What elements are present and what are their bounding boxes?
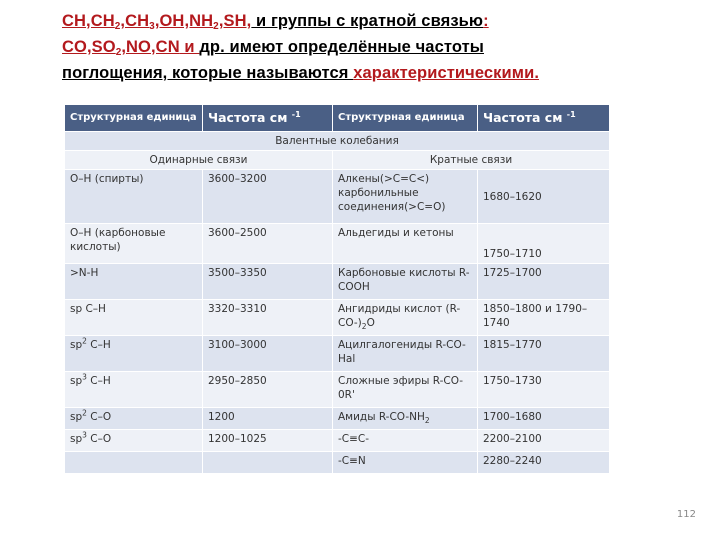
- table-row: [65, 336, 610, 372]
- cell-unit-left: $sp^3$ C–H: [65, 372, 203, 408]
- cell-unit-right: Ангидриды кислот $(R-CO-)_2O$: [333, 300, 478, 336]
- cell-unit-right: -C≡N: [333, 452, 478, 474]
- section-row: [65, 132, 610, 151]
- table-row: [65, 224, 610, 264]
- cell-unit-right: Ацилгалогениды R-CO-Hal: [333, 336, 478, 372]
- cell-unit-left: sp C–H: [65, 300, 203, 336]
- cell-unit-left: $sp^2$ C–O: [65, 408, 203, 430]
- frequency-table: [64, 104, 610, 474]
- table-row: [65, 170, 610, 224]
- cell-unit-right: Амиды $R-CO-NH_2$: [333, 408, 478, 430]
- table-row: [65, 300, 610, 336]
- cell-frequency-left: [203, 452, 333, 474]
- cell-frequency-left: 3320–3310: [203, 300, 333, 336]
- header-frequency-left: Частота см $^{-1}$: [203, 105, 333, 132]
- cell-frequency-right: 1815–1770: [478, 336, 610, 372]
- cell-frequency-left: 3600–3200: [203, 170, 333, 224]
- cell-frequency-left: 2950–2850: [203, 372, 333, 408]
- cell-frequency-right: 1680–1620: [478, 170, 610, 224]
- header-structural-unit-left: Структурная единица: [65, 105, 203, 132]
- cell-unit-left: >N-H: [65, 264, 203, 300]
- cell-unit-left: [65, 452, 203, 474]
- cell-frequency-right: 1750–1710: [478, 224, 610, 264]
- cell-frequency-right: 1700–1680: [478, 408, 610, 430]
- subheader-multiple-bonds: Кратные связи: [333, 151, 610, 170]
- cell-frequency-right: 1750–1730: [478, 372, 610, 408]
- cell-unit-right: Алкены(>C=C<) карбонильные соединения(>C=O): [333, 170, 478, 224]
- subheader-single-bonds: Одинарные связи: [65, 151, 333, 170]
- cell-unit-left: O–H (спирты): [65, 170, 203, 224]
- cell-unit-left: O–H (карбоновые кислоты): [65, 224, 203, 264]
- heading-line-2: $CO,SO_2,NO,CN$ и др. имеют определённые частоты: [62, 38, 484, 58]
- cell-unit-left: $sp^3$ C–O: [65, 430, 203, 452]
- cell-frequency-right: 2200–2100: [478, 430, 610, 452]
- table-row: [65, 372, 610, 408]
- subheader-row: [65, 151, 610, 170]
- cell-unit-left: $sp^2$ C–H: [65, 336, 203, 372]
- table-row: [65, 430, 610, 452]
- table-header-row: [65, 105, 610, 132]
- cell-unit-right: Альдегиды и кетоны: [333, 224, 478, 264]
- table-row: [65, 452, 610, 474]
- table-row: [65, 408, 610, 430]
- cell-frequency-left: 3600–2500: [203, 224, 333, 264]
- cell-unit-right: -C≡C-: [333, 430, 478, 452]
- cell-frequency-left: 1200: [203, 408, 333, 430]
- header-frequency-right: Частота см $^{-1}$: [478, 105, 610, 132]
- cell-frequency-right: 1725–1700: [478, 264, 610, 300]
- cell-frequency-right: 2280–2240: [478, 452, 610, 474]
- header-structural-unit-right: Структурная единица: [333, 105, 478, 132]
- cell-frequency-left: 3100–3000: [203, 336, 333, 372]
- cell-frequency-left: 3500–3350: [203, 264, 333, 300]
- slide-heading: [62, 8, 702, 86]
- cell-frequency-right: 1850–1800 и 1790–1740: [478, 300, 610, 336]
- page-number: 112: [676, 509, 696, 520]
- heading-line-1: $CH,CH_2,CH_3,OH,NH_2,SH$, и группы с кратной связью:: [62, 12, 489, 32]
- table-row: [65, 264, 610, 300]
- cell-frequency-left: 1200–1025: [203, 430, 333, 452]
- section-title: Валентные колебания: [65, 132, 610, 151]
- heading-line-3: поглощения, которые называются характеристическими.: [62, 64, 540, 82]
- cell-unit-right: Сложные эфиры R-CO-0R': [333, 372, 478, 408]
- cell-unit-right: Карбоновые кислоты R-COOH: [333, 264, 478, 300]
